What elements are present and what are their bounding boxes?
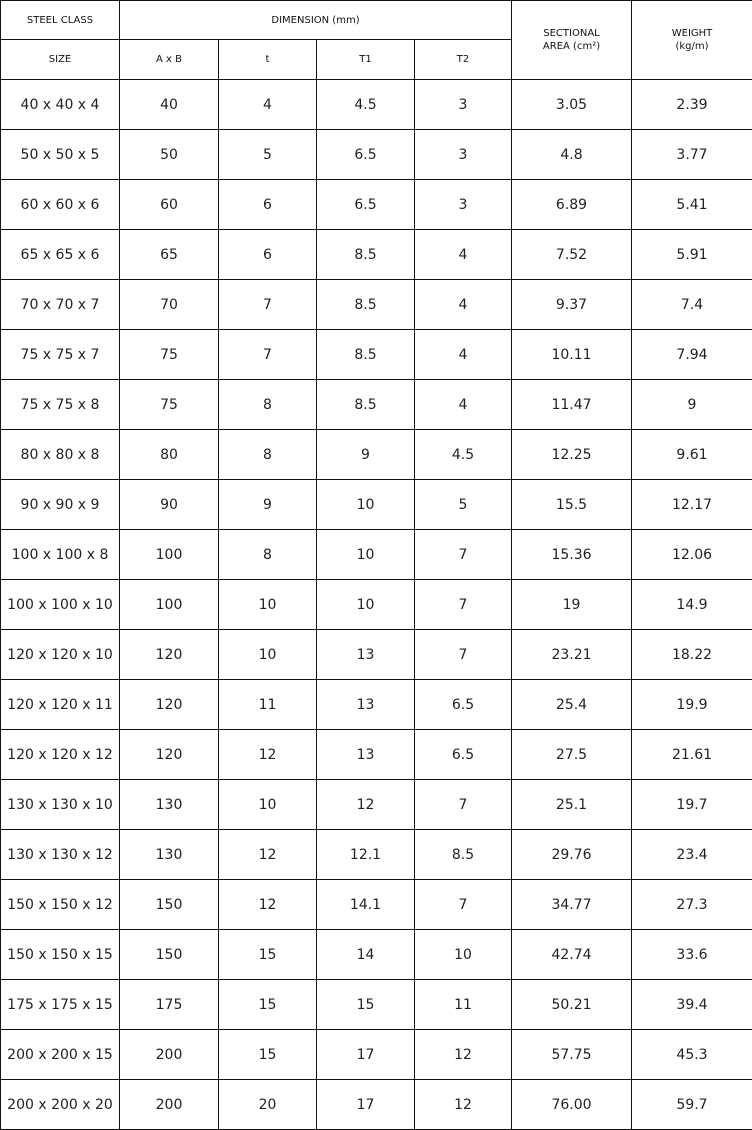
t2-cell: 7 (415, 780, 512, 830)
sectional-area-cell: 15.5 (512, 480, 632, 530)
sectional-area-cell: 23.21 (512, 630, 632, 680)
t1-cell: 14.1 (317, 880, 415, 930)
t1-cell: 8.5 (317, 280, 415, 330)
sectional-area-cell: 12.25 (512, 430, 632, 480)
t1-cell: 8.5 (317, 330, 415, 380)
t2-cell: 3 (415, 130, 512, 180)
weight-header: WEIGHT (kg/m) (632, 1, 752, 80)
weight-cell: 14.9 (632, 580, 752, 630)
sectional-area-header: SECTIONAL AREA (cm²) (512, 1, 632, 80)
table-row (1, 630, 752, 680)
axb-cell: 60 (120, 180, 219, 230)
t-cell: 4 (219, 80, 317, 130)
table-row (1, 380, 752, 430)
table-row (1, 880, 752, 930)
weight-cell: 3.77 (632, 130, 752, 180)
t1-cell: 14 (317, 930, 415, 980)
sectional-area-cell: 11.47 (512, 380, 632, 430)
sectional-area-cell: 50.21 (512, 980, 632, 1030)
t2-cell: 7 (415, 880, 512, 930)
weight-cell: 27.3 (632, 880, 752, 930)
table-row (1, 530, 752, 580)
weight-cell: 7.4 (632, 280, 752, 330)
size-cell: 80 x 80 x 8 (1, 430, 120, 480)
axb-cell: 200 (120, 1030, 219, 1080)
t-cell: 11 (219, 680, 317, 730)
table-row (1, 830, 752, 880)
t2-cell: 4 (415, 380, 512, 430)
size-cell: 120 x 120 x 10 (1, 630, 120, 680)
table-row (1, 980, 752, 1030)
t1-cell: 13 (317, 630, 415, 680)
weight-cell: 59.7 (632, 1080, 752, 1130)
weight-cell: 2.39 (632, 80, 752, 130)
table-row (1, 330, 752, 380)
axb-cell: 130 (120, 830, 219, 880)
weight-cell: 9 (632, 380, 752, 430)
t-cell: 15 (219, 980, 317, 1030)
weight-cell: 7.94 (632, 330, 752, 380)
weight-cell: 5.41 (632, 180, 752, 230)
table-row (1, 430, 752, 480)
t2-cell: 10 (415, 930, 512, 980)
axb-cell: 200 (120, 1080, 219, 1130)
t2-cell: 6.5 (415, 680, 512, 730)
t2-cell: 7 (415, 580, 512, 630)
size-cell: 150 x 150 x 15 (1, 930, 120, 980)
table-row (1, 680, 752, 730)
sectional-area-cell: 9.37 (512, 280, 632, 330)
size-cell: 90 x 90 x 9 (1, 480, 120, 530)
table-row (1, 180, 752, 230)
t1-cell: 6.5 (317, 180, 415, 230)
weight-cell: 45.3 (632, 1030, 752, 1080)
t1-cell: 17 (317, 1030, 415, 1080)
size-cell: 100 x 100 x 10 (1, 580, 120, 630)
size-cell: 200 x 200 x 20 (1, 1080, 120, 1130)
t1-header: T1 (317, 40, 415, 80)
t-cell: 10 (219, 780, 317, 830)
steel-class-header: STEEL CLASS (1, 1, 120, 40)
size-cell: 130 x 130 x 10 (1, 780, 120, 830)
sectional-area-cell: 19 (512, 580, 632, 630)
weight-cell: 19.9 (632, 680, 752, 730)
t1-cell: 12.1 (317, 830, 415, 880)
axb-cell: 50 (120, 130, 219, 180)
axb-cell: 120 (120, 630, 219, 680)
t1-cell: 10 (317, 530, 415, 580)
weight-cell: 18.22 (632, 630, 752, 680)
t2-cell: 12 (415, 1080, 512, 1130)
t-cell: 12 (219, 880, 317, 930)
axb-cell: 175 (120, 980, 219, 1030)
weight-cell: 23.4 (632, 830, 752, 880)
t-cell: 10 (219, 630, 317, 680)
t-header: t (219, 40, 317, 80)
t2-cell: 4 (415, 230, 512, 280)
t2-cell: 7 (415, 530, 512, 580)
axb-cell: 70 (120, 280, 219, 330)
t1-cell: 8.5 (317, 230, 415, 280)
t2-cell: 12 (415, 1030, 512, 1080)
size-cell: 50 x 50 x 5 (1, 130, 120, 180)
sectional-area-cell: 4.8 (512, 130, 632, 180)
table-row (1, 730, 752, 780)
axb-cell: 40 (120, 80, 219, 130)
table-row (1, 230, 752, 280)
t2-cell: 3 (415, 180, 512, 230)
t-cell: 7 (219, 330, 317, 380)
axb-cell: 130 (120, 780, 219, 830)
axb-cell: 100 (120, 580, 219, 630)
size-cell: 60 x 60 x 6 (1, 180, 120, 230)
sectional-area-cell: 6.89 (512, 180, 632, 230)
size-cell: 100 x 100 x 8 (1, 530, 120, 580)
table-row (1, 280, 752, 330)
t1-cell: 9 (317, 430, 415, 480)
weight-cell: 9.61 (632, 430, 752, 480)
t1-cell: 17 (317, 1080, 415, 1130)
t2-cell: 5 (415, 480, 512, 530)
axb-cell: 90 (120, 480, 219, 530)
weight-cell: 5.91 (632, 230, 752, 280)
t-cell: 6 (219, 180, 317, 230)
t-cell: 8 (219, 380, 317, 430)
sectional-area-cell: 76.00 (512, 1080, 632, 1130)
t-cell: 10 (219, 580, 317, 630)
table-body (1, 80, 752, 1130)
t-cell: 6 (219, 230, 317, 280)
sectional-area-cell: 34.77 (512, 880, 632, 930)
table-row (1, 480, 752, 530)
t1-cell: 13 (317, 680, 415, 730)
weight-cell: 21.61 (632, 730, 752, 780)
t-cell: 8 (219, 530, 317, 580)
t2-cell: 8.5 (415, 830, 512, 880)
sectional-area-cell: 15.36 (512, 530, 632, 580)
axb-cell: 75 (120, 380, 219, 430)
size-cell: 200 x 200 x 15 (1, 1030, 120, 1080)
size-cell: 120 x 120 x 12 (1, 730, 120, 780)
size-cell: 75 x 75 x 8 (1, 380, 120, 430)
weight-cell: 19.7 (632, 780, 752, 830)
t1-cell: 10 (317, 580, 415, 630)
sectional-area-cell: 42.74 (512, 930, 632, 980)
axb-cell: 150 (120, 880, 219, 930)
t2-cell: 11 (415, 980, 512, 1030)
size-cell: 150 x 150 x 12 (1, 880, 120, 930)
t2-header: T2 (415, 40, 512, 80)
t-cell: 12 (219, 730, 317, 780)
weight-cell: 39.4 (632, 980, 752, 1030)
t-cell: 20 (219, 1080, 317, 1130)
sectional-area-cell: 7.52 (512, 230, 632, 280)
sectional-area-cell: 10.11 (512, 330, 632, 380)
table-row (1, 580, 752, 630)
sectional-area-cell: 25.1 (512, 780, 632, 830)
t1-cell: 13 (317, 730, 415, 780)
table-row (1, 780, 752, 830)
size-header: SIZE (1, 40, 120, 80)
table-row (1, 130, 752, 180)
dimension-header: DIMENSION (mm) (120, 1, 512, 40)
sectional-area-cell: 57.75 (512, 1030, 632, 1080)
t-cell: 12 (219, 830, 317, 880)
table-row (1, 80, 752, 130)
t2-cell: 4 (415, 330, 512, 380)
size-cell: 70 x 70 x 7 (1, 280, 120, 330)
axb-cell: 120 (120, 730, 219, 780)
t1-cell: 12 (317, 780, 415, 830)
axb-cell: 75 (120, 330, 219, 380)
axb-cell: 100 (120, 530, 219, 580)
t1-cell: 6.5 (317, 130, 415, 180)
t2-cell: 4.5 (415, 430, 512, 480)
t-cell: 9 (219, 480, 317, 530)
t-cell: 15 (219, 1030, 317, 1080)
table-row (1, 930, 752, 980)
size-cell: 130 x 130 x 12 (1, 830, 120, 880)
t2-cell: 4 (415, 280, 512, 330)
axb-cell: 150 (120, 930, 219, 980)
size-cell: 65 x 65 x 6 (1, 230, 120, 280)
weight-cell: 33.6 (632, 930, 752, 980)
sectional-area-cell: 25.4 (512, 680, 632, 730)
size-cell: 120 x 120 x 11 (1, 680, 120, 730)
size-cell: 40 x 40 x 4 (1, 80, 120, 130)
header-row-top (1, 1, 752, 40)
axb-header: A x B (120, 40, 219, 80)
t1-cell: 8.5 (317, 380, 415, 430)
t1-cell: 15 (317, 980, 415, 1030)
axb-cell: 80 (120, 430, 219, 480)
t-cell: 5 (219, 130, 317, 180)
size-cell: 175 x 175 x 15 (1, 980, 120, 1030)
size-cell: 75 x 75 x 7 (1, 330, 120, 380)
t-cell: 7 (219, 280, 317, 330)
weight-cell: 12.17 (632, 480, 752, 530)
table-row (1, 1080, 752, 1130)
t-cell: 15 (219, 930, 317, 980)
table-row (1, 1030, 752, 1080)
weight-cell: 12.06 (632, 530, 752, 580)
sectional-area-cell: 29.76 (512, 830, 632, 880)
sectional-area-cell: 27.5 (512, 730, 632, 780)
t2-cell: 7 (415, 630, 512, 680)
t-cell: 8 (219, 430, 317, 480)
t1-cell: 4.5 (317, 80, 415, 130)
t2-cell: 6.5 (415, 730, 512, 780)
axb-cell: 65 (120, 230, 219, 280)
t1-cell: 10 (317, 480, 415, 530)
axb-cell: 120 (120, 680, 219, 730)
t2-cell: 3 (415, 80, 512, 130)
sectional-area-cell: 3.05 (512, 80, 632, 130)
